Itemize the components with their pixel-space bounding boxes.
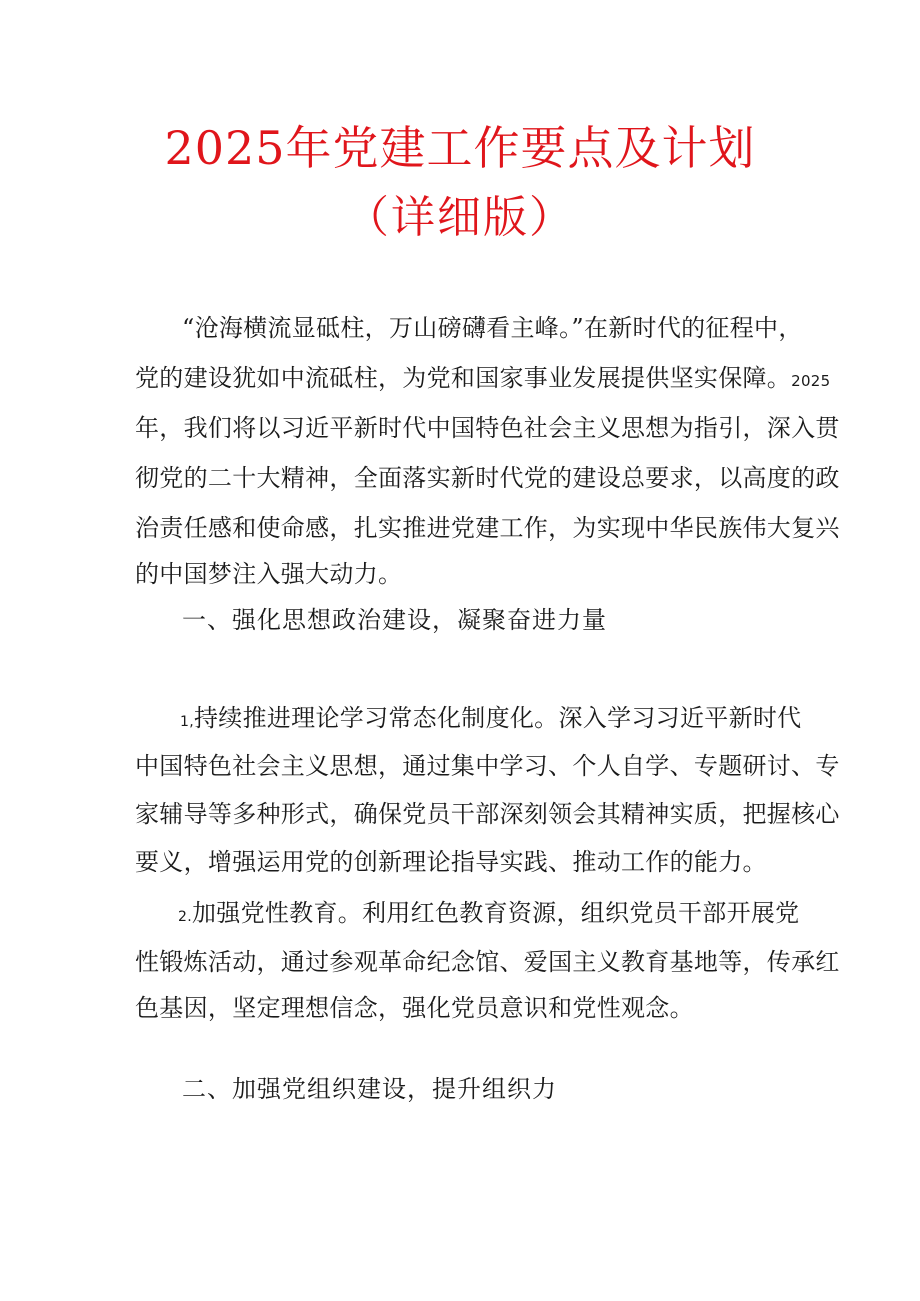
item-1-number: 1,	[180, 714, 194, 730]
item-2-number: 2.	[178, 909, 192, 925]
intro-year: 2025	[791, 372, 831, 390]
section-1-heading: 一、强化思想政治建设，凝聚奋进力量	[182, 606, 607, 634]
item-2-line-3: 色基因，坚定理想信念，强化党员意识和党性观念。	[135, 994, 694, 1022]
intro-line-6: 的中国梦注入强大动力。	[135, 560, 403, 588]
item-2-line-1-text: 加强党性教育。利用红色教育资源，组织党员干部开展党	[191, 899, 800, 927]
intro-line-5: 治责任感和使命感，扎实推进党建工作，为实现中华民族伟大复兴	[135, 514, 840, 542]
item-2-line-1	[178, 896, 799, 934]
item-1-line-4: 要义，增强运用党的创新理论指导实践、推动工作的能力。	[135, 848, 767, 876]
item-1-line-3: 家辅导等多种形式，确保党员干部深刻领会其精神实质，把握核心	[135, 800, 840, 828]
intro-line-4: 彻党的二十大精神，全面落实新时代党的建设总要求，以高度的政	[135, 464, 840, 492]
item-2-line-2: 性锻炼活动，通过参观革命纪念馆、爱国主义教育基地等，传承红	[135, 948, 840, 976]
item-1-line-1	[180, 701, 801, 739]
intro-line-3: 年，我们将以习近平新时代中国特色社会主义思想为指引，深入贯	[135, 414, 840, 442]
intro-line-2-text: 党的建设犹如中流砥柱，为党和国家事业发展提供坚实保障。	[135, 364, 792, 392]
intro-line-1: “沧海横流显砥柱，万山磅礴看主峰。”在新时代的征程中，	[182, 314, 803, 342]
item-1-line-1-text: 持续推进理论学习常态化制度化。深入学习习近平新时代	[193, 704, 802, 732]
intro-line-2	[135, 361, 830, 398]
section-2-heading: 二、加强党组织建设，提升组织力	[182, 1075, 557, 1103]
document-subtitle: （详细版）	[345, 192, 575, 243]
item-1-line-2: 中国特色社会主义思想，通过集中学习、个人自学、专题研讨、专	[135, 752, 840, 780]
document-title: 2025年党建工作要点及计划	[164, 121, 756, 175]
